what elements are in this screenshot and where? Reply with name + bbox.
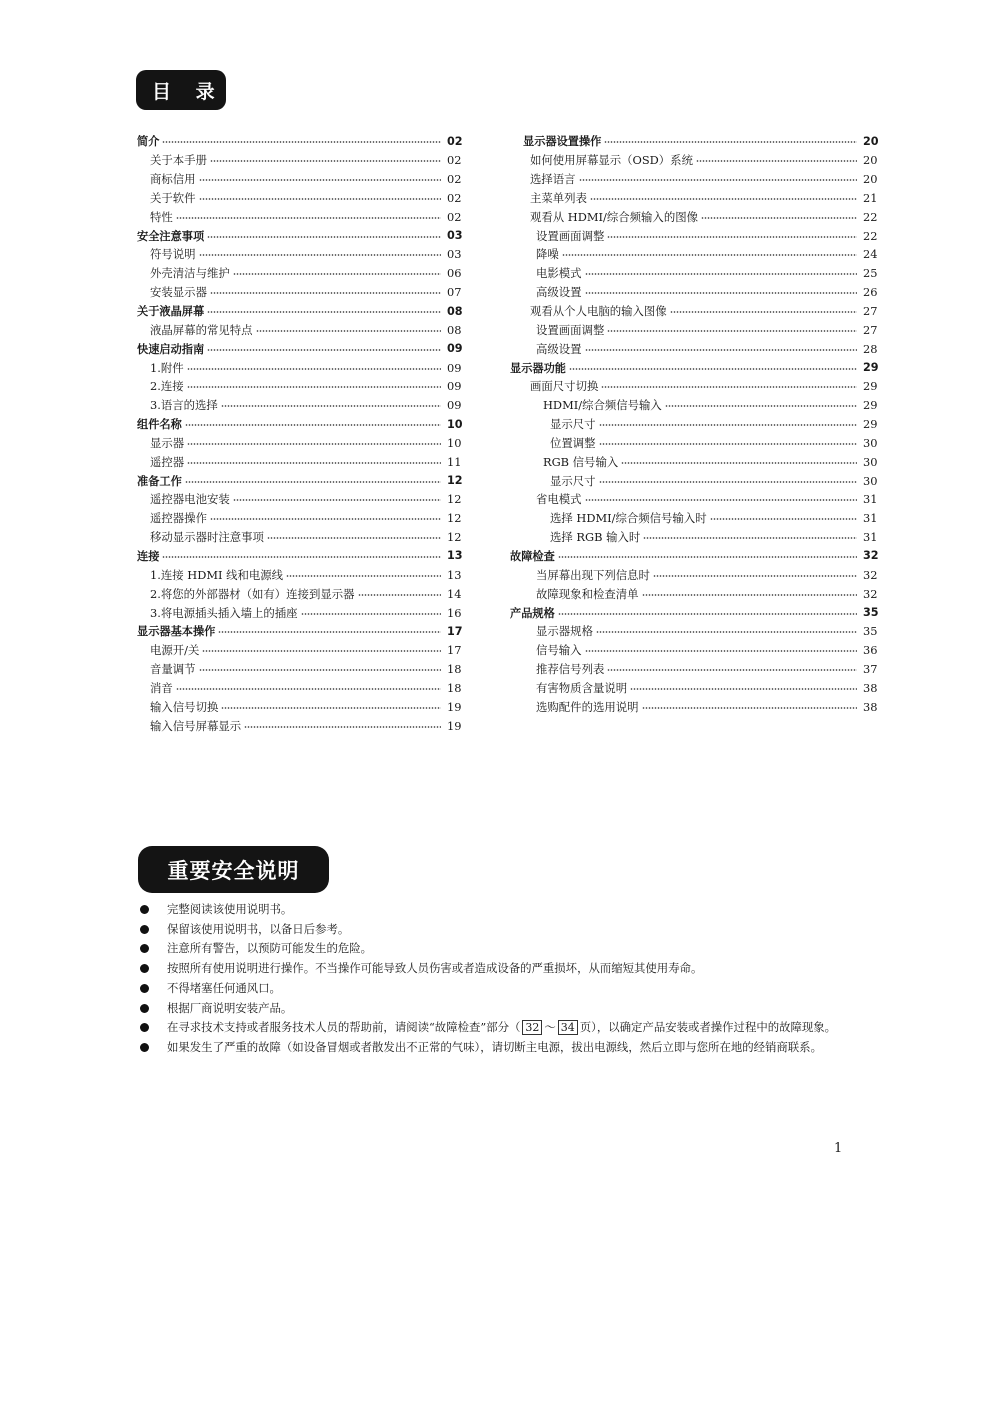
toc-entry-label: 省电模式 [536,492,582,507]
dot-leader [286,575,441,577]
toc-entry-label: 高级设置 [536,341,582,356]
toc-entry-label: 音量调节 [150,662,196,677]
toc-entry-label: 输入信号屏幕显示 [150,718,242,733]
safety-heading: 重要安全说明 [138,846,329,893]
dot-leader [607,669,857,671]
toc-entry[interactable] [510,302,877,321]
dot-leader [585,349,857,351]
dot-leader [579,179,857,181]
toc-section[interactable] [137,415,461,434]
toc-entry-page: 30 [863,435,878,450]
toc-entry-page: 08 [447,304,463,318]
toc-entry-page: 08 [447,322,462,337]
dot-leader [199,254,441,256]
toc-entry-page: 30 [863,454,878,469]
dot-leader [202,650,441,652]
toc-entry-label: 2.连接 [150,379,184,394]
safety-item-text: 不得堵塞任何通风口。 [167,980,281,995]
toc-entry-label: 显示器设置操作 [523,135,602,149]
toc-entry-label: 液晶屏幕的常见特点 [150,322,253,337]
toc-entry[interactable] [137,603,461,622]
toc-entry-page: 22 [863,228,878,243]
toc-entry-page: 10 [447,435,462,450]
toc-entry[interactable] [137,660,461,679]
toc-entry[interactable] [137,716,461,735]
dot-leader [207,236,441,238]
toc-entry-page: 13 [447,567,462,582]
dot-leader [585,650,857,652]
toc-entry-page: 31 [863,492,878,507]
toc-entry-page: 18 [447,680,462,695]
toc-entry-label: 产品规格 [510,606,555,620]
toc-entry[interactable] [510,641,877,660]
toc-entry[interactable] [510,245,877,264]
dot-leader [358,594,441,596]
toc-entry-label: 连接 [137,549,160,563]
toc-right-column [510,132,877,716]
toc-entry[interactable] [510,452,877,471]
toc-entry[interactable] [510,490,877,509]
toc-entry-page: 29 [863,379,878,394]
bullet-icon [140,964,149,973]
toc-entry-label: 显示器 [150,435,185,450]
toc-entry-page: 18 [447,662,462,677]
dot-leader [207,311,441,313]
toc-entry-page: 31 [863,530,878,545]
toc-entry-label: 电影模式 [536,266,582,281]
toc-section[interactable] [137,547,461,566]
toc-entry-label: 画面尺寸切换 [530,379,599,394]
toc-entry-label: 高级设置 [536,285,582,300]
dot-leader [596,631,857,633]
toc-entry-page: 38 [863,699,878,714]
toc-entry-label: 故障检查 [510,549,555,563]
toc-entry-page: 36 [863,643,878,658]
toc-entry[interactable] [137,434,461,453]
safety-item [138,979,860,999]
toc-entry-page: 26 [863,285,878,300]
dot-leader [199,669,441,671]
toc-entry-page: 20 [863,153,878,168]
toc-entry-label: 遥控器操作 [150,511,207,526]
toc-entry[interactable] [510,565,877,584]
dot-leader [187,386,441,388]
toc-entry-page: 14 [447,586,462,601]
dot-leader [585,292,857,294]
toc-entry-page: 07 [447,285,462,300]
safety-ref-after: 页），以确定产品安装或者操作过程中的故障现象。 [579,1020,837,1035]
toc-entry[interactable] [137,320,461,339]
toc-entry-page: 09 [447,360,462,375]
toc-entry-page: 12 [447,492,462,507]
bullet-icon [140,1023,149,1032]
toc-entry-label: 显示尺寸 [550,417,596,432]
toc-entry-page: 12 [447,511,462,526]
dot-leader [199,179,441,181]
toc-entry-label: 外壳清洁与维护 [150,266,230,281]
toc-entry[interactable] [137,565,461,584]
toc-entry[interactable] [510,471,877,490]
toc-entry-page: 37 [863,662,878,677]
toc-entry[interactable] [137,641,461,660]
toc-entry[interactable] [510,151,877,170]
bullet-icon [140,1004,149,1013]
toc-entry[interactable] [510,697,877,716]
toc-entry-page: 32 [863,586,878,601]
dot-leader [585,499,857,501]
toc-entry-label: 选择 RGB 输入时 [550,530,641,545]
toc-entry-label: 观看从 HDMI/综合频输入的图像 [530,209,698,224]
toc-entry-page: 29 [863,361,879,375]
toc-entry-page: 28 [863,341,878,356]
toc-entry-label: 3.语言的选择 [150,398,218,413]
toc-entry-label: RGB 信号输入 [543,454,619,469]
toc-entry[interactable] [510,434,877,453]
dot-leader [599,424,857,426]
toc-section[interactable] [510,358,877,377]
toc-entry[interactable] [137,189,461,208]
safety-item-with-page-ref [138,1018,860,1038]
toc-entry-page: 10 [447,417,463,431]
toc-entry-page: 25 [863,266,878,281]
dot-leader [207,349,441,351]
toc-entry-label: 关于液晶屏幕 [137,305,205,319]
dot-leader [569,368,857,370]
dot-leader [696,160,857,162]
toc-entry-label: 组件名称 [137,418,182,432]
toc-entry-page: 02 [447,172,462,187]
toc-entry-label: 1.连接 HDMI 线和电源线 [150,567,284,582]
toc-entry-label: 如何使用屏幕显示（OSD）系统 [530,153,693,168]
dot-leader [256,330,441,332]
toc-entry[interactable] [137,396,461,415]
dot-leader [607,236,857,238]
toc-entry[interactable] [510,660,877,679]
toc-entry[interactable] [137,207,461,226]
dot-leader [642,707,857,709]
dot-leader [233,273,441,275]
toc-entry-page: 35 [863,624,878,639]
dot-leader [642,594,857,596]
toc-entry[interactable] [137,151,461,170]
toc-entry-label: 信号输入 [536,643,582,658]
toc-entry[interactable] [510,264,877,283]
toc-entry[interactable] [510,170,877,189]
toc-entry-label: 2.将您的外部器材（如有）连接到显示器 [150,586,355,601]
toc-entry-label: 设置画面调整 [536,228,605,243]
dot-leader [558,556,857,558]
page-number: 1 [834,1141,843,1156]
dot-leader [643,537,857,539]
dot-leader [607,330,857,332]
toc-entry-label: 故障现象和检查清单 [536,586,639,601]
toc-entry-label: 简介 [137,135,160,149]
toc-entry[interactable] [137,170,461,189]
toc-entry-label: 遥控器电池安装 [150,492,230,507]
toc-entry-label: 关于软件 [150,190,196,205]
toc-section[interactable] [137,226,461,245]
bullet-icon [140,1043,149,1052]
toc-entry[interactable] [510,189,877,208]
dot-leader [218,631,441,633]
toc-entry-label: 选择语言 [530,172,576,187]
safety-item-text: 完整阅读该使用说明书。 [167,902,293,916]
toc-entry-label: 3.将电源插头插入墙上的插座 [150,605,298,620]
toc-entry-label: 关于本手册 [150,153,207,168]
dot-leader [176,688,441,690]
toc-entry-label: 电源开/关 [150,643,200,658]
toc-entry-page: 06 [447,266,462,281]
safety-item-text: 注意所有警告，以预防可能发生的危险。 [167,941,373,956]
toc-entry-page: 32 [863,567,878,582]
toc-entry-label: 安全注意事项 [137,229,205,243]
safety-item-text: 按照所有使用说明进行操作。不当操作可能导致人员伤害或者造成设备的严重损坏，从而缩短其使用寿命。 [167,961,703,976]
toc-entry[interactable] [510,584,877,603]
toc-entry-page: 24 [863,247,878,262]
dot-leader [176,217,441,219]
toc-entry-page: 38 [863,680,878,695]
toc-entry[interactable] [137,452,461,471]
toc-entry[interactable] [510,207,877,226]
toc-entry-label: 位置调整 [550,435,596,450]
dot-leader [585,273,857,275]
toc-entry-label: 观看从个人电脑的输入图像 [530,304,667,319]
page-ref-tilde: ～ [544,1020,556,1035]
toc-entry[interactable] [510,528,877,547]
bullet-icon [140,925,149,934]
safety-item [138,1038,860,1058]
toc-entry[interactable] [510,377,877,396]
toc-entry-label: 符号说明 [150,247,196,262]
toc-entry-page: 27 [863,322,878,337]
dot-leader [221,405,441,407]
toc-entry-page: 19 [447,718,462,733]
toc-entry-label: HDMI/综合频信号输入 [543,398,662,413]
dot-leader [267,537,441,539]
dot-leader [630,688,857,690]
dot-leader [599,443,857,445]
toc-entry-label: 当屏幕出现下列信息时 [536,567,650,582]
toc-entry-page: 09 [447,342,463,356]
dot-leader [187,462,441,464]
toc-entry[interactable] [137,678,461,697]
toc-entry-label: 移动显示器时注意事项 [150,530,264,545]
toc-entry-page: 30 [863,473,878,488]
toc-entry-page: 35 [863,606,879,620]
page-ref-start: 32 [522,1020,542,1035]
toc-entry-label: 快速启动指南 [137,342,205,356]
toc-entry-page: 11 [447,454,462,469]
dot-leader [590,198,857,200]
dot-leader [621,462,857,464]
toc-entry[interactable] [137,490,461,509]
toc-entry-label: 显示尺寸 [550,473,596,488]
toc-entry[interactable] [137,697,461,716]
toc-entry[interactable] [137,377,461,396]
safety-ref-before: 在寻求技术支持或者服务技术人员的帮助前，请阅读“故障检查”部分（ [167,1020,521,1035]
toc-entry-page: 02 [447,209,462,224]
dot-leader [701,217,857,219]
toc-entry-page: 02 [447,153,462,168]
toc-section[interactable] [137,471,461,490]
dot-leader [199,198,441,200]
toc-entry[interactable] [510,226,877,245]
toc-entry-label: 降噪 [536,247,559,262]
toc-entry[interactable] [137,283,461,302]
dot-leader [244,726,441,728]
safety-item-text: 如果发生了严重的故障（如设备冒烟或者散发出不正常的气味），请切断主电源，拔出电源线，然后立即与您所在地的经销商联系。 [167,1039,822,1054]
toc-entry[interactable] [510,415,877,434]
dot-leader [210,518,441,520]
dot-leader [162,556,441,558]
toc-entry-label: 遥控器 [150,454,185,469]
dot-leader [665,405,857,407]
toc-left-column [137,132,461,735]
toc-entry-page: 12 [447,530,462,545]
page-ref-end: 34 [558,1020,578,1035]
toc-section[interactable] [510,132,877,151]
dot-leader [210,292,441,294]
dot-leader [599,481,857,483]
toc-entry-page: 27 [863,304,878,319]
toc-entry-page: 03 [447,247,462,262]
toc-entry[interactable] [510,509,877,528]
toc-entry-label: 1.附件 [150,360,184,375]
toc-entry-label: 准备工作 [137,474,182,488]
dot-leader [670,311,857,313]
toc-entry[interactable] [137,264,461,283]
toc-entry-label: 安装显示器 [150,285,207,300]
safety-item-text: 根据厂商说明安装产品。 [167,1000,293,1015]
safety-instructions-list [138,900,860,1058]
toc-entry-page: 29 [863,398,878,413]
dot-leader [221,707,441,709]
dot-leader [187,443,441,445]
toc-entry-page: 02 [447,190,462,205]
dot-leader [187,368,441,370]
toc-entry-page: 20 [863,134,879,148]
toc-entry-label: 选购配件的选用说明 [536,699,639,714]
toc-entry-page: 22 [863,209,878,224]
bullet-icon [140,944,149,953]
dot-leader [710,518,857,520]
toc-section[interactable] [137,622,461,641]
toc-entry-label: 主菜单列表 [530,190,587,205]
dot-leader [185,481,441,483]
toc-entry-page: 02 [447,134,463,148]
toc-entry-label: 商标信用 [150,172,196,187]
toc-entry[interactable] [510,283,877,302]
toc-entry-page: 17 [447,624,463,638]
toc-entry[interactable] [510,320,877,339]
toc-entry[interactable] [137,528,461,547]
toc-entry-page: 19 [447,699,462,714]
toc-entry-page: 16 [447,605,462,620]
toc-section[interactable] [137,132,461,151]
dot-leader [210,160,441,162]
toc-entry-label: 特性 [150,209,173,224]
dot-leader [301,613,441,615]
toc-entry-page: 31 [863,511,878,526]
safety-item [138,920,860,940]
toc-section[interactable] [510,603,877,622]
toc-entry-label: 消音 [150,680,173,695]
toc-heading: 目 录 [136,70,226,110]
toc-entry-page: 17 [447,643,462,658]
safety-item [138,939,860,959]
toc-entry[interactable] [510,622,877,641]
dot-leader [562,254,857,256]
dot-leader [558,613,857,615]
toc-entry[interactable] [137,245,461,264]
bullet-icon [140,984,149,993]
bullet-icon [140,905,149,914]
toc-entry-page: 03 [447,229,463,243]
toc-entry[interactable] [137,584,461,603]
toc-entry-label: 有害物质含量说明 [536,680,628,695]
safety-item-text: 保留该使用说明书，以备日后参考。 [167,921,350,936]
toc-entry-label: 设置画面调整 [536,322,605,337]
toc-entry[interactable] [510,396,877,415]
toc-entry-page: 29 [863,417,878,432]
toc-entry-page: 13 [447,549,463,563]
toc-entry[interactable] [137,509,461,528]
toc-entry-page: 09 [447,379,462,394]
toc-entry-page: 09 [447,398,462,413]
toc-entry-label: 显示器规格 [536,624,593,639]
toc-entry[interactable] [137,358,461,377]
toc-section[interactable] [510,547,877,566]
toc-section[interactable] [137,339,461,358]
safety-item [138,999,860,1019]
dot-leader [185,424,441,426]
safety-item [138,959,860,979]
safety-item [138,900,860,920]
toc-entry[interactable] [510,678,877,697]
toc-entry-label: 显示器功能 [510,361,566,375]
toc-entry-page: 20 [863,172,878,187]
dot-leader [233,499,441,501]
dot-leader [601,386,857,388]
toc-section[interactable] [137,302,461,321]
toc-entry-page: 21 [863,190,878,205]
toc-entry-label: 推荐信号列表 [536,662,605,677]
dot-leader [162,141,441,143]
toc-entry-page: 12 [447,474,463,488]
toc-entry-label: 输入信号切换 [150,699,219,714]
dot-leader [604,141,857,143]
toc-entry[interactable] [510,339,877,358]
toc-entry-label: 选择 HDMI/综合频信号输入时 [550,511,707,526]
dot-leader [653,575,857,577]
toc-entry-page: 32 [863,549,879,563]
toc-entry-label: 显示器基本操作 [137,625,216,639]
